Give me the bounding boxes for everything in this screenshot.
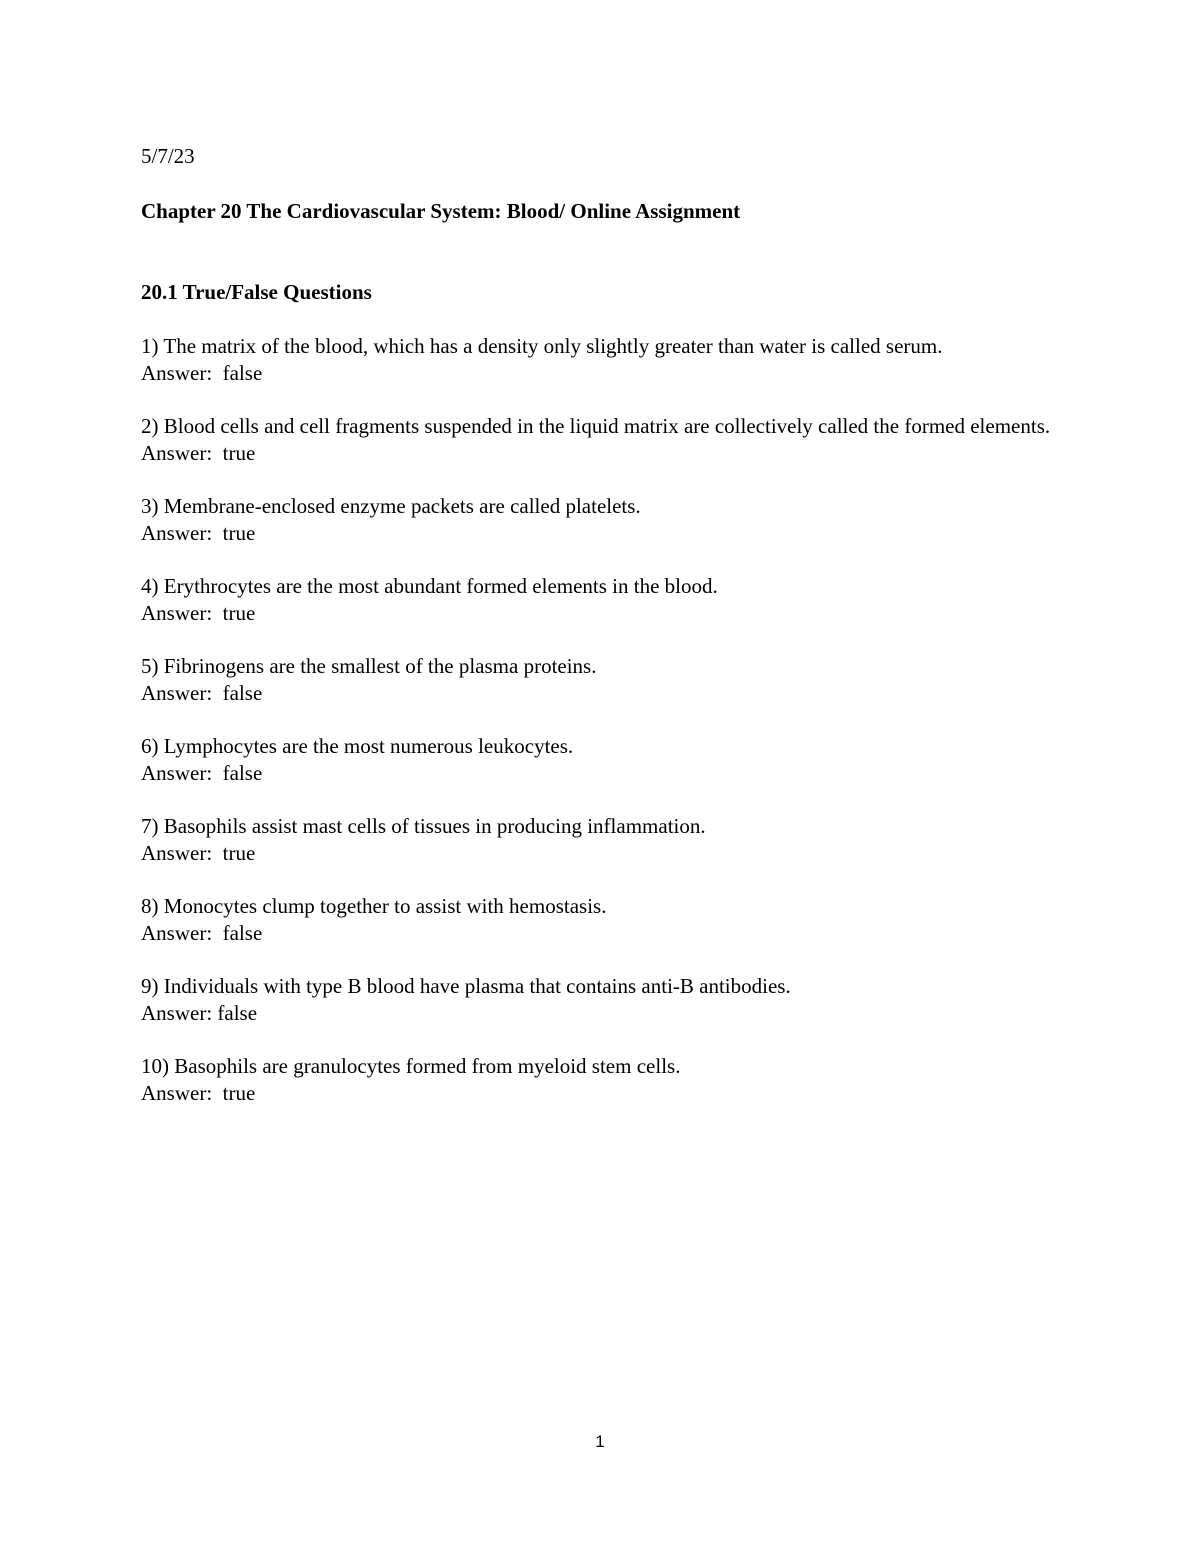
document-date: 5/7/23 [141, 144, 195, 168]
question-text: 2) Blood cells and cell fragments suspended in the liquid matrix are collectively called the formed elements. [141, 414, 1051, 438]
question-text: 4) Erythrocytes are the most abundant formed elements in the blood. [141, 574, 718, 598]
chapter-title: Chapter 20 The Cardiovascular System: Blood/ Online Assignment [141, 199, 741, 223]
question-answer: Answer: false [141, 921, 263, 945]
question-text: 3) Membrane-enclosed enzyme packets are called platelets. [141, 494, 641, 518]
document-content [141, 142, 1101, 1133]
question-answer: Answer: true [141, 521, 256, 545]
question-text: 1) The matrix of the blood, which has a density only slightly greater than water is called serum. [141, 334, 943, 358]
question-text: 7) Basophils assist mast cells of tissues in producing inflammation. [141, 814, 706, 838]
section-title: 20.1 True/False Questions [141, 280, 372, 304]
question-item [141, 733, 1101, 787]
question-item [141, 893, 1101, 947]
question-text: 10) Basophils are granulocytes formed from myeloid stem cells. [141, 1054, 681, 1078]
question-item [141, 813, 1101, 867]
question-answer: Answer: true [141, 1081, 256, 1105]
question-answer: Answer: true [141, 841, 256, 865]
question-item [141, 973, 1101, 1027]
page-number: 1 [595, 1432, 605, 1451]
question-answer: Answer: false [141, 681, 263, 705]
question-text: 6) Lymphocytes are the most numerous leukocytes. [141, 734, 574, 758]
question-list [141, 333, 1101, 1107]
question-text: 9) Individuals with type B blood have plasma that contains anti-B antibodies. [141, 974, 791, 998]
question-answer: Answer: true [141, 441, 256, 465]
question-item [141, 653, 1101, 707]
question-text: 5) Fibrinogens are the smallest of the plasma proteins. [141, 654, 597, 678]
question-answer: Answer: false [141, 1001, 258, 1025]
question-item [141, 493, 1101, 547]
question-text: 8) Monocytes clump together to assist with hemostasis. [141, 894, 607, 918]
question-item [141, 333, 1101, 387]
question-answer: Answer: true [141, 601, 256, 625]
question-answer: Answer: false [141, 761, 263, 785]
question-answer: Answer: false [141, 361, 263, 385]
question-item [141, 1053, 1101, 1107]
question-item [141, 413, 1101, 467]
question-item [141, 573, 1101, 627]
